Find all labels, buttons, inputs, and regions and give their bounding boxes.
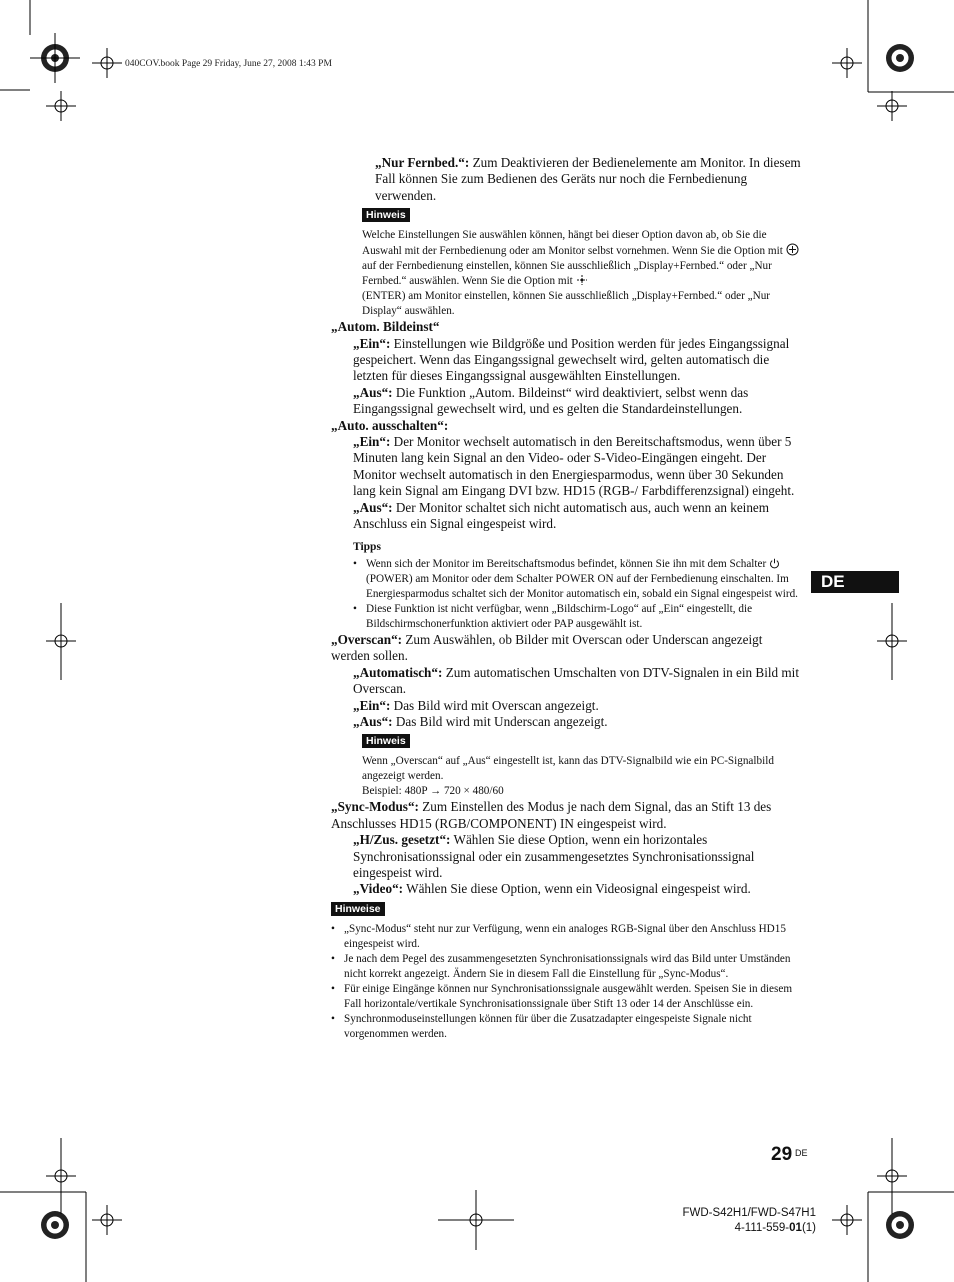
hinweis-badge: Hinweis — [362, 208, 410, 222]
term: „Ein“: — [353, 697, 391, 713]
sync-video — [331, 881, 801, 897]
desc: Wählen Sie diese Option, wenn ein horizontales Synchronisationssignal oder ein zusammengesetztes Synchronisationssignal eingespeist wird. — [353, 832, 755, 880]
autom-ein — [331, 336, 801, 385]
crop-mark-bottom-left — [0, 1138, 122, 1282]
code-part-bold: 01 — [789, 1222, 802, 1234]
heading-text: „Autom. Bildeinst“ — [331, 319, 440, 335]
term: „Aus“: — [353, 499, 393, 515]
code-part: 4-111-559- — [734, 1222, 790, 1234]
hinweise-note — [331, 898, 801, 1042]
desc: Der Monitor wechselt automatisch in den Bereitschaftsmodus, wenn über 5 Minuten lang kein Signal an den Video- oder S-Video-Eingängen eingeht. Der Monitor wechselt automatisch in den Energiesparmodus, wenn über 30 Sekunden lang kein Signal am Eingang DVI bzw. HD15 (RGB-/ Farbdifferenzsignal) eingeht. — [353, 434, 795, 499]
enter-dot-icon — [576, 274, 588, 286]
hinweis-example: Beispiel: 480P → 720 × 480/60 — [362, 785, 504, 798]
desc: Der Monitor schaltet sich nicht automatisch aus, auch wenn an keinem Anschluss ein Signal eingespeist wird. — [353, 499, 770, 532]
desc: Zum Auswählen, ob Bilder mit Overscan oder Underscan angezeigt werden sollen. — [331, 631, 763, 664]
hinweis-text — [362, 228, 801, 319]
hinweise-list — [331, 922, 801, 1042]
autom-aus — [331, 385, 801, 418]
nur-fernbed-item — [331, 155, 801, 204]
tipp-text: Wenn sich der Monitor im Bereitschaftsmodus befindet, können Sie ihn mit dem Schalter — [366, 557, 770, 570]
tipps-list — [353, 557, 801, 632]
term: „Automatisch“: — [353, 664, 443, 680]
content-column — [331, 155, 801, 1042]
hinweise-item: • Synchronmoduseinstellungen können für über die Zusatzadapter eingespeiste Signale nicht vorgenommen werden. — [331, 1012, 801, 1042]
auto-ausschalten-heading — [331, 418, 801, 434]
term: „Nur Fernbed.“: — [375, 155, 470, 170]
hinweis-note-2 — [331, 730, 801, 799]
overscan-item — [331, 632, 801, 665]
hinweise-item: • Für einige Eingänge können nur Synchronisationssignale ausgewählt werden. Speisen Sie in diesem Fall horizontale/vertikale Synchronisationssignale über Stift 13 oder 14 der Anschlüsse ein. — [331, 982, 801, 1012]
page-number-suffix: DE — [795, 1148, 808, 1158]
term: „H/Zus. gesetzt“: — [353, 832, 451, 848]
term: „Aus“: — [353, 384, 393, 400]
crop-mark-bottom-right — [832, 1138, 954, 1282]
overscan-ein — [331, 698, 801, 714]
tipps-block — [331, 539, 801, 632]
tipp-item — [353, 557, 801, 602]
auto-off-aus — [331, 500, 801, 533]
overscan-automatisch — [331, 665, 801, 698]
note-text-part: am Monitor einstellen, können Sie ausschließlich „Display+Fernbed.“ oder „Nur Display“ auswählen. — [362, 290, 771, 318]
tipp-text: (POWER) am Monitor oder dem Schalter POWER ON auf der Fernbedienung einschalten. Im Energiesparmodus schaltet sich der Monitor automatisch ein, sobald ein Signal eingespeist wird. — [366, 572, 798, 600]
term: „Aus“: — [353, 713, 393, 729]
overscan-aus — [331, 714, 801, 730]
heading-text: „Auto. ausschalten“: — [331, 417, 449, 433]
enter-label: (ENTER) — [362, 290, 406, 303]
crop-mark-top-left — [0, 0, 122, 121]
hinweis-badge: Hinweis — [362, 734, 410, 748]
desc: Zum Deaktivieren der Bedienelemente am Monitor. In diesem Fall können Sie zum Bedienen des Geräts nur noch die Fernbedienung verwenden. — [375, 155, 801, 203]
term: „Video“: — [353, 881, 404, 897]
plus-circle-icon — [786, 243, 799, 256]
note-text-part: Welche Einstellungen Sie auswählen können, hängt bei dieser Option davon ab, ob Sie die Auswahl mit der Fernbedienung oder am Monitor selbst vornehmen. Wenn Sie die Option mit — [362, 229, 786, 258]
note-text-part: auf der Fernbedienung einstellen, können Sie ausschließlich „Display+Fernbed.“ oder „Nur Fernbed.“ auswählen. Wenn Sie die Option mit — [362, 260, 772, 288]
desc: Zum automatischen Umschalten von DTV-Signalen in ein Bild mit Overscan. — [353, 664, 800, 697]
hinweise-item: • Je nach dem Pegel des zusammengesetzten Synchronisationssignals wird das Bild unter Umständen nicht korrekt angezeigt. Ändern Sie in diesem Fall die Einstellung für „Sync-Modus“. — [331, 952, 801, 982]
hinweise-badge: Hinweise — [331, 902, 385, 916]
language-tab: DE — [811, 571, 899, 593]
page-number: 29 — [771, 1144, 793, 1165]
term: „Ein“: — [353, 335, 391, 351]
desc: Einstellungen wie Bildgröße und Position werden für jedes Eingangssignal gespeichert. Wenn das Eingangssignal gewechselt wird, gelten automatisch die letzten für dieses Eingangssignal ausgewählten Einstellungen. — [353, 335, 790, 384]
model-code — [682, 1221, 816, 1236]
tipp-item: • Diese Funktion ist nicht verfügbar, wenn „Bildschirm-Logo“ auf „Ein“ eingestellt, die Bildschirmschonerfunktion aktiviert oder PAP ausgewählt ist. — [353, 602, 801, 632]
desc: Zum Einstellen des Modus je nach dem Signal, das an Stift 13 des Anschlusses HD15 (RGB/COMPONENT) IN eingespeist wird. — [331, 799, 772, 831]
autom-bildeinst-heading — [331, 319, 801, 335]
term: „Ein“: — [353, 434, 391, 450]
desc: Das Bild wird mit Underscan angezeigt. — [392, 713, 608, 729]
crop-mark-bottom-center — [438, 1190, 514, 1250]
hinweis-note-1 — [331, 204, 801, 319]
term: „Overscan“: — [331, 631, 403, 647]
code-part: (1) — [801, 1222, 816, 1234]
book-header: 040COV.book Page 29 Friday, June 27, 2008 1:43 PM — [125, 59, 332, 69]
desc: Die Funktion „Autom. Bildeinst“ wird deaktiviert, selbst wenn das Eingangssignal gewechselt wird, und es gelten die Standardeinstellungen. — [353, 384, 749, 417]
crop-mark-top-right — [832, 0, 954, 121]
desc: Wählen Sie diese Option, wenn ein Videosignal eingespeist wird. — [403, 881, 751, 897]
sync-modus-item — [331, 799, 801, 832]
hinweis-text: Wenn „Overscan“ auf „Aus“ eingestellt ist, kann das DTV-Signalbild wie ein PC-Signalbild angezeigt werden. — [362, 755, 774, 783]
auto-off-ein — [331, 434, 801, 500]
power-icon — [769, 558, 780, 569]
sync-hz — [331, 832, 801, 881]
registration-mark-right — [877, 603, 907, 680]
tipps-title: Tipps — [353, 540, 381, 553]
term: „Sync-Modus“: — [331, 799, 419, 815]
hinweise-item: • „Sync-Modus“ steht nur zur Verfügung, wenn ein analoges RGB-Signal über den Anschluss HD15 eingespeist wird. — [331, 922, 801, 952]
registration-mark-left — [46, 603, 76, 680]
desc: Das Bild wird mit Overscan angezeigt. — [390, 697, 599, 713]
model-info — [682, 1206, 816, 1236]
model-name: FWD-S42H1/FWD-S47H1 — [682, 1207, 816, 1219]
